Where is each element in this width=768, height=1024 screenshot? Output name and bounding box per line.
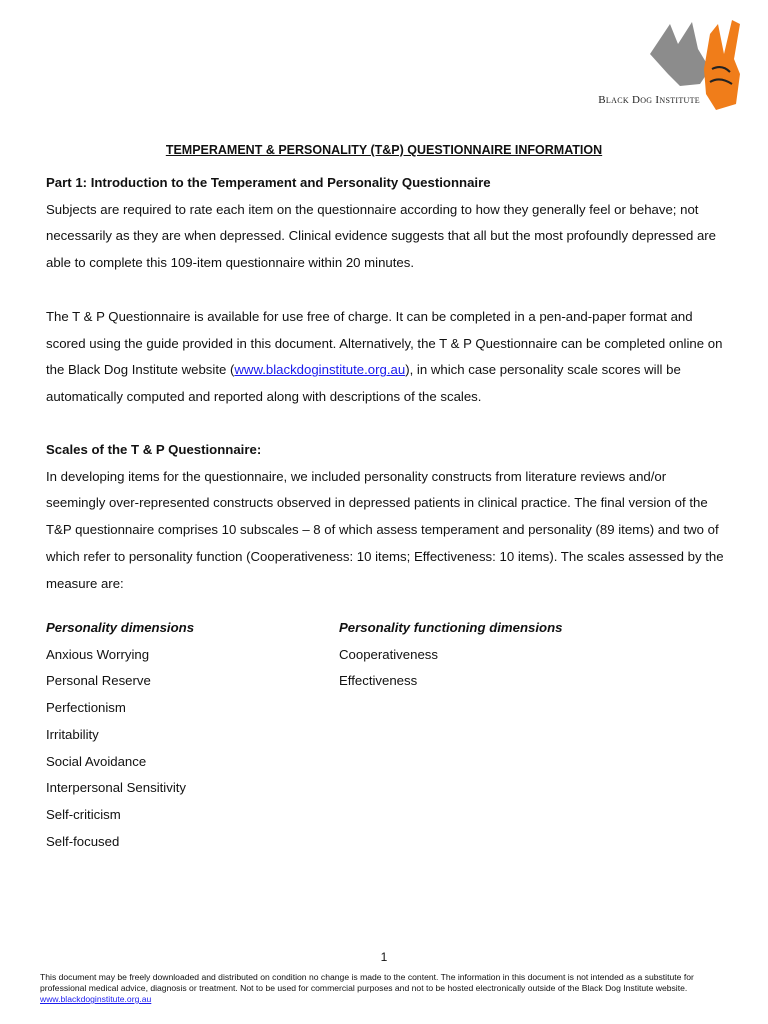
scales-section	[46, 437, 726, 597]
personality-dimensions-heading: Personality dimensions	[46, 620, 195, 635]
availability-text-start: The T & P Questionnaire is available for use free of charge. It can be completed in a pen-and-paper format and scored using the guide provided in this document. Alternatively, the T & P Questionnaire can be completed online on the Black Dog Institute website (	[46, 309, 723, 378]
footer-disclaimer: This document may be freely downloaded and distributed on condition no change is made to the content. The information in this document is not intended as a substitute for professional medical advice, diagnosis or treatment. Not to be used for commercial purposes and not to be hosted electronically outside of the Black Dog Institute website.	[40, 972, 694, 993]
list-item: Personal Reserve	[46, 673, 151, 689]
list-item: Perfectionism	[46, 700, 126, 716]
document-title: TEMPERAMENT & PERSONALITY (T&P) QUESTIONNAIRE INFORMATION	[165, 143, 603, 157]
part1-paragraph: Subjects are required to rate each item on the questionnaire according to how they generally feel or behave; not necessarily as they are when depressed. Clinical evidence suggests that all but the most profoundly depressed are able to complete this 109-item questionnaire within 20 minutes.	[46, 201, 717, 271]
scales-heading: Scales of the T & P Questionnaire:	[46, 442, 262, 457]
list-item: Irritability	[46, 726, 99, 742]
list-item: Self-focused	[46, 833, 120, 849]
page-number: 1	[380, 950, 388, 964]
personality-dimensions-list	[46, 615, 194, 855]
part1-section	[46, 170, 726, 277]
functioning-dimensions-list	[339, 615, 562, 695]
website-link[interactable]: www.blackdoginstitute.org.au	[234, 362, 406, 378]
list-item: Self-criticism	[46, 806, 121, 822]
black-dog-logo	[580, 14, 760, 124]
list-item: Effectiveness	[339, 673, 418, 689]
availability-paragraph	[46, 304, 726, 411]
footer	[40, 972, 740, 1005]
list-item: Interpersonal Sensitivity	[46, 780, 187, 796]
functioning-dimensions-heading: Personality functioning dimensions	[339, 620, 563, 635]
list-item: Anxious Worrying	[46, 646, 150, 662]
logo-text: Black Dog Institute	[598, 94, 700, 106]
part1-heading: Part 1: Introduction to the Temperament and Personality Questionnaire	[46, 175, 491, 190]
list-item: Cooperativeness	[339, 646, 438, 662]
availability-text-end: ), in which case personality scale scores will be automatically computed and reported along with descriptions of the scales.	[46, 362, 681, 405]
scales-paragraph: In developing items for the questionnaire, we included personality constructs from literature reviews and/or seemingly over-represented constructs observed in depressed patients in clinical practice. The final version of the T&P questionnaire comprises 10 subscales – 8 of which assess temperament and personality (89 items) and two of which refer to personality function (Cooperativeness: 10 items; Effectiveness: 10 items). The scales assessed by the measure are:	[46, 468, 724, 591]
footer-link[interactable]: www.blackdoginstitute.org.au	[40, 994, 152, 1004]
list-item: Social Avoidance	[46, 753, 147, 769]
